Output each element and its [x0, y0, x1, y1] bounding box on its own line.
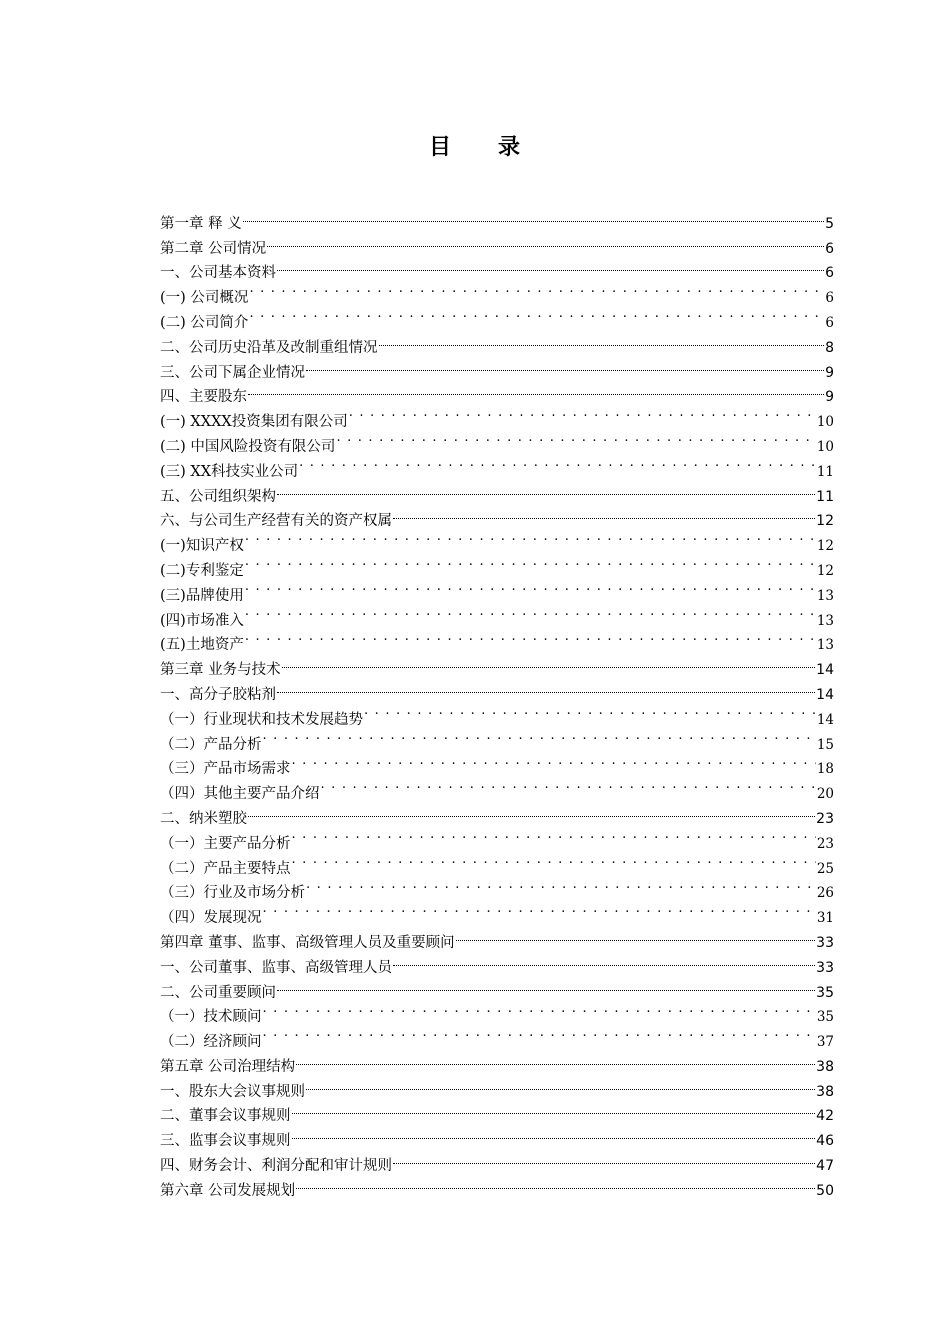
toc-entry-label: (四)市场准入 [160, 612, 244, 629]
dot-leader [292, 1096, 816, 1121]
toc-entry-page-number: 20 [816, 786, 834, 803]
dot-leader [379, 327, 825, 352]
toc-entry-label: (一)知识产权 [160, 538, 244, 555]
toc-entry-label: (二) 中国风险投资有限公司 [160, 438, 336, 455]
toc-entry-label: 第一章 释 义 [160, 215, 242, 232]
toc-entry-page-number: 38 [816, 1058, 834, 1075]
dot-leader [245, 625, 816, 650]
dot-leader [349, 401, 816, 426]
toc-entry[interactable] [160, 525, 834, 555]
toc-entry-label: （一）技术顾问 [160, 1009, 262, 1026]
toc-entry[interactable] [160, 649, 834, 679]
title-char-1: 目 [428, 135, 452, 160]
toc-entry-label: 二、纳米塑胶 [160, 810, 247, 827]
dot-leader [277, 253, 824, 278]
toc-entry-label: 二、公司重要顾问 [160, 984, 276, 1001]
toc-entry-label: (一) 公司概况 [160, 290, 249, 307]
dot-leader [306, 352, 824, 377]
dot-leader [306, 873, 816, 898]
toc-entry-label: 二、董事会议事规则 [160, 1108, 291, 1125]
dot-leader [393, 947, 815, 972]
dot-leader [282, 649, 816, 674]
toc-entry-page-number: 23 [816, 835, 834, 852]
dot-leader [245, 575, 816, 600]
dot-leader [456, 922, 816, 947]
toc-entry-page-number: 15 [816, 736, 834, 753]
toc-entry-page-number: 46 [816, 1133, 834, 1150]
toc-entry-page-number: 38 [816, 1083, 834, 1100]
toc-entry-label: (二) 公司简介 [160, 314, 249, 331]
toc-entry[interactable] [160, 277, 834, 307]
toc-entry-page-number: 25 [816, 860, 834, 877]
toc-entry-label: 一、公司董事、监事、高级管理人员 [160, 959, 392, 976]
toc-entry-label: 四、主要股东 [160, 389, 247, 406]
dot-leader [245, 525, 816, 550]
toc-entry-page-number: 14 [816, 711, 834, 728]
toc-entry-label: (三)品牌使用 [160, 587, 244, 604]
dot-leader [277, 476, 815, 501]
toc-entry-label: （二）产品分析 [160, 736, 262, 753]
dot-leader [393, 1145, 815, 1170]
toc-entry[interactable] [160, 823, 834, 852]
toc-entry-page-number: 13 [816, 612, 834, 629]
dot-leader [263, 997, 816, 1022]
dot-leader [267, 228, 824, 253]
toc-entry[interactable] [160, 575, 834, 604]
toc-entry-page-number: 9 [825, 364, 834, 381]
toc-entry-label: 五、公司组织架构 [160, 488, 276, 505]
toc-entry-page-number: 33 [816, 959, 834, 976]
toc-entry-label: （二）产品主要特点 [160, 860, 291, 877]
toc-entry-label: 第三章 业务与技术 [160, 662, 281, 679]
toc-entry-label: 一、股东大会议事规则 [160, 1083, 305, 1100]
dot-leader [299, 451, 816, 476]
toc-entry[interactable] [160, 327, 834, 356]
toc-entry-page-number: 6 [825, 314, 834, 331]
dot-leader [306, 1071, 815, 1096]
toc-entry[interactable] [160, 302, 834, 331]
toc-entry-page-number: 10 [816, 438, 834, 455]
toc-entry-label: （三）行业及市场分析 [160, 885, 305, 902]
toc-entry-page-number: 6 [825, 290, 834, 307]
toc-entry-label: 四、财务会计、利润分配和审计规则 [160, 1158, 392, 1175]
dot-leader [243, 203, 824, 228]
toc-entry-page-number: 11 [816, 488, 834, 505]
toc-entry-page-number: 18 [816, 761, 834, 778]
dot-leader [245, 600, 816, 625]
dot-leader [249, 277, 824, 302]
dot-leader [249, 302, 824, 327]
toc-entry-page-number: 33 [816, 934, 834, 951]
table-of-contents [160, 203, 834, 1199]
dot-leader [245, 550, 816, 575]
toc-entry-page-number: 9 [825, 389, 834, 406]
toc-entry-page-number: 42 [816, 1108, 834, 1125]
toc-entry-page-number: 35 [816, 1009, 834, 1026]
toc-entry-page-number: 14 [816, 686, 834, 703]
toc-entry-page-number: 10 [816, 414, 834, 431]
toc-entry-page-number: 5 [825, 215, 834, 232]
toc-entry[interactable] [160, 625, 834, 654]
toc-entry-label: 六、与公司生产经营有关的资产权属 [160, 513, 392, 530]
dot-leader [277, 674, 815, 699]
toc-entry-page-number: 6 [825, 265, 834, 282]
dot-leader [321, 773, 816, 798]
dot-leader [393, 501, 815, 526]
dot-leader [263, 724, 816, 749]
title-char-2: 录 [498, 135, 522, 160]
toc-entry[interactable] [160, 798, 834, 827]
dot-leader [292, 823, 816, 848]
toc-entry[interactable] [160, 600, 834, 629]
toc-entry-label: 第二章 公司情况 [160, 240, 267, 257]
dot-leader [248, 377, 824, 402]
toc-entry-label: （四）其他主要产品介绍 [160, 786, 320, 803]
dot-leader [277, 972, 815, 997]
dot-leader [336, 426, 815, 451]
toc-entry-label: 一、公司基本资料 [160, 265, 276, 282]
toc-entry-page-number: 13 [816, 637, 834, 654]
toc-entry-label: （一）主要产品分析 [160, 835, 291, 852]
toc-entry-page-number: 50 [816, 1182, 834, 1199]
toc-entry-label: （三）产品市场需求 [160, 761, 291, 778]
toc-entry[interactable] [160, 203, 834, 232]
toc-entry[interactable] [160, 228, 834, 257]
dot-leader [292, 848, 816, 873]
toc-entry-label: 第六章 公司发展规划 [160, 1182, 296, 1199]
toc-entry-label: （四）发展现况 [160, 910, 262, 927]
toc-entry-label: (三) XX科技实业公司 [160, 463, 299, 480]
toc-entry-page-number: 12 [816, 513, 834, 530]
dot-leader [292, 1120, 816, 1145]
toc-entry-page-number: 6 [825, 240, 834, 257]
toc-entry-page-number: 23 [816, 810, 834, 827]
toc-entry-label: 三、监事会议事规则 [160, 1133, 291, 1150]
dot-leader [263, 897, 816, 922]
toc-entry[interactable] [160, 377, 834, 406]
toc-entry-page-number: 14 [816, 662, 834, 679]
toc-entry-label: 二、公司历史沿革及改制重组情况 [160, 339, 378, 356]
toc-entry-label: （一）行业现状和技术发展趋势 [160, 711, 363, 728]
toc-entry-label: 一、高分子胶粘剂 [160, 686, 276, 703]
page-title [0, 130, 950, 161]
toc-entry-page-number: 35 [816, 984, 834, 1001]
toc-entry-page-number: 37 [816, 1034, 834, 1051]
toc-entry-page-number: 12 [816, 562, 834, 579]
toc-entry[interactable] [160, 401, 834, 431]
toc-entry-label: 第五章 公司治理结构 [160, 1058, 296, 1075]
dot-leader [296, 1170, 815, 1195]
toc-entry-page-number: 8 [825, 339, 834, 356]
toc-entry-page-number: 12 [816, 538, 834, 555]
dot-leader [263, 1021, 816, 1046]
toc-entry-page-number: 26 [816, 885, 834, 902]
toc-entry[interactable] [160, 550, 834, 579]
dot-leader [292, 749, 816, 774]
dot-leader [248, 798, 815, 823]
toc-entry-label: (二)专利鉴定 [160, 562, 244, 579]
dot-leader [296, 1046, 815, 1071]
toc-entry-page-number: 13 [816, 587, 834, 604]
toc-entry-label: (五)土地资产 [160, 637, 244, 654]
toc-entry-label: (一) XXXX投资集团有限公司 [160, 414, 348, 431]
toc-entry-page-number: 47 [816, 1158, 834, 1175]
toc-entry-label: 第四章 董事、监事、高级管理人员及重要顾问 [160, 934, 455, 951]
toc-entry-label: （二）经济顾问 [160, 1034, 262, 1051]
toc-entry-page-number: 11 [816, 463, 834, 480]
toc-entry-label: 三、公司下属企业情况 [160, 364, 305, 381]
dot-leader [364, 699, 816, 724]
toc-entry-page-number: 31 [816, 910, 834, 927]
